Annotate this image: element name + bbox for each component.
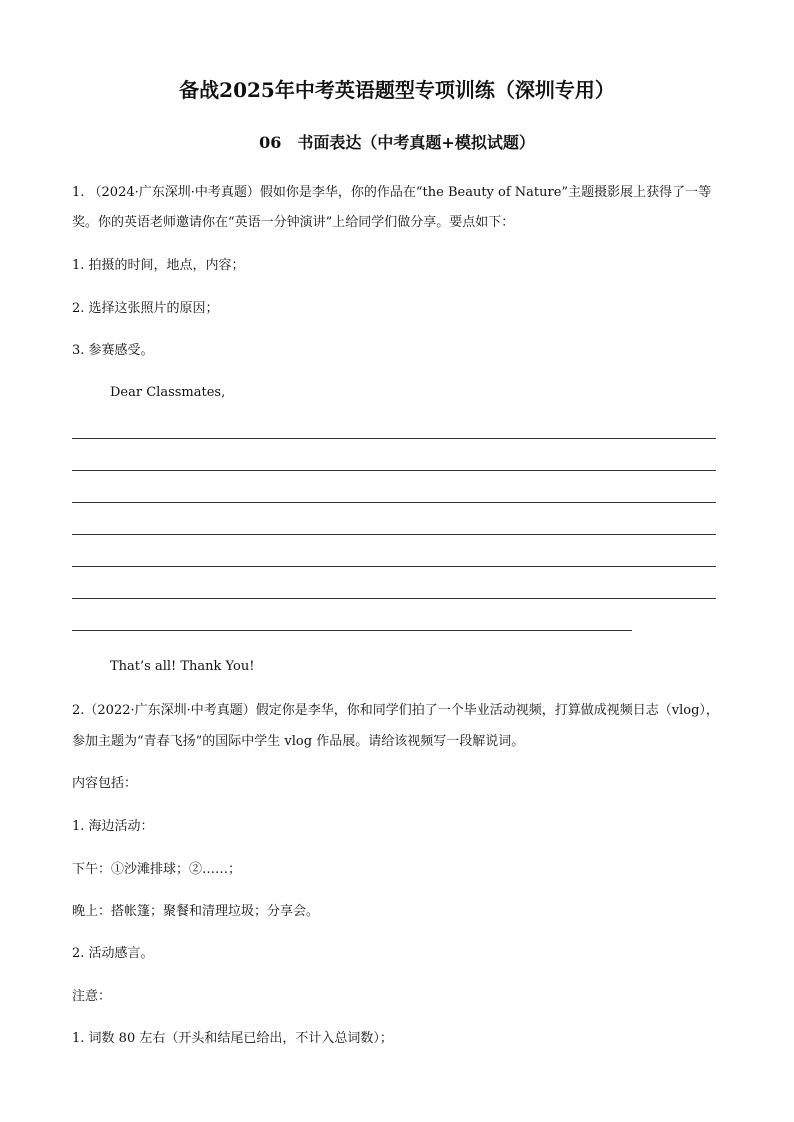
q2-item-1: 1. 海边活动： bbox=[72, 819, 154, 834]
answer-line bbox=[72, 630, 632, 631]
q2-item-2: 2. 活动感言。 bbox=[72, 946, 154, 961]
q1-point-1: 1. 拍摄的时间，地点，内容； bbox=[72, 258, 245, 273]
q1-intro-line1: 1. （2024·广东深圳·中考真题）假如你是李华，你的作品在“the Beauty of Nature”主题摄影展上获得了一等 bbox=[72, 185, 712, 200]
answer-line bbox=[72, 438, 716, 439]
q2-intro-line2: 参加主题为“青春飞扬”的国际中学生 vlog 作品展。请给该视频写一段解说词。 bbox=[72, 734, 525, 749]
q1-point-3: 3. 参赛感受。 bbox=[72, 343, 154, 358]
q2-content-label: 内容包括： bbox=[72, 776, 138, 791]
q2-item-evening: 晚上：搭帐篷；聚餐和清理垃圾；分享会。 bbox=[72, 904, 320, 919]
q1-greeting: Dear Classmates, bbox=[110, 385, 226, 400]
q2-note-1: 1. 词数 80 左右（开头和结尾已给出，不计入总词数）； bbox=[72, 1031, 393, 1046]
q1-point-2: 2. 选择这张照片的原因； bbox=[72, 301, 219, 316]
answer-line bbox=[72, 534, 716, 535]
answer-line bbox=[72, 566, 716, 567]
q2-intro-line1: 2.（2022·广东深圳·中考真题）假定你是李华，你和同学们拍了一个毕业活动视频，打算做成视频日志（vlog）， bbox=[72, 703, 719, 718]
q1-closing: That’s all! Thank You! bbox=[110, 659, 255, 674]
answer-line bbox=[72, 470, 716, 471]
page-title: 备战2025年中考英语题型专项训练（深圳专用） bbox=[179, 78, 615, 102]
q2-notes-label: 注意： bbox=[72, 989, 112, 1004]
answer-line bbox=[72, 598, 716, 599]
q1-intro-line2: 奖。你的英语老师邀请你在“英语一分钟演讲”上给同学们做分享。要点如下： bbox=[72, 215, 515, 230]
section-subtitle: 06 书面表达（中考真题+模拟试题） bbox=[259, 133, 535, 152]
q2-item-afternoon: 下午：①沙滩排球；②……； bbox=[72, 862, 242, 877]
answer-line bbox=[72, 502, 716, 503]
